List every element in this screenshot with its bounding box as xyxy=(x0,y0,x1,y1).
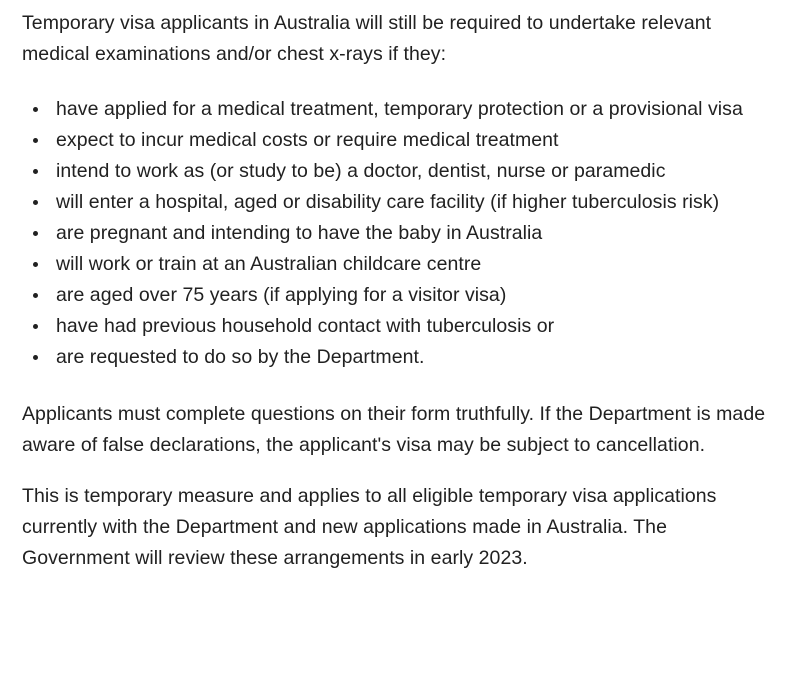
list-item: intend to work as (or study to be) a doctor, dentist, nurse or paramedic xyxy=(22,156,770,187)
intro-paragraph: Temporary visa applicants in Australia will still be required to undertake relevant medical examinations and/or chest x-rays if they: xyxy=(22,12,712,65)
list-item: expect to incur medical costs or require medical treatment xyxy=(22,125,770,156)
truthful-declaration-paragraph: Applicants must complete questions on their form truthfully. If the Department is made aware of false declarations, the applicant's visa may be subject to cancellation. xyxy=(22,403,766,456)
list-item: will enter a hospital, aged or disability care facility (if higher tuberculosis risk) xyxy=(22,187,770,218)
temporary-measure-paragraph: This is temporary measure and applies to all eligible temporary visa applications currently with the Department and new applications made in Australia. The Government will review these arrangements in early 2023. xyxy=(22,485,717,569)
requirements-list xyxy=(22,94,770,373)
list-item: are pregnant and intending to have the baby in Australia xyxy=(22,218,770,249)
list-item: are requested to do so by the Department. xyxy=(22,342,770,373)
list-item: will work or train at an Australian childcare centre xyxy=(22,249,770,280)
list-item: have applied for a medical treatment, temporary protection or a provisional visa xyxy=(22,94,770,125)
list-item: are aged over 75 years (if applying for a visitor visa) xyxy=(22,280,770,311)
list-item: have had previous household contact with tuberculosis or xyxy=(22,311,770,342)
